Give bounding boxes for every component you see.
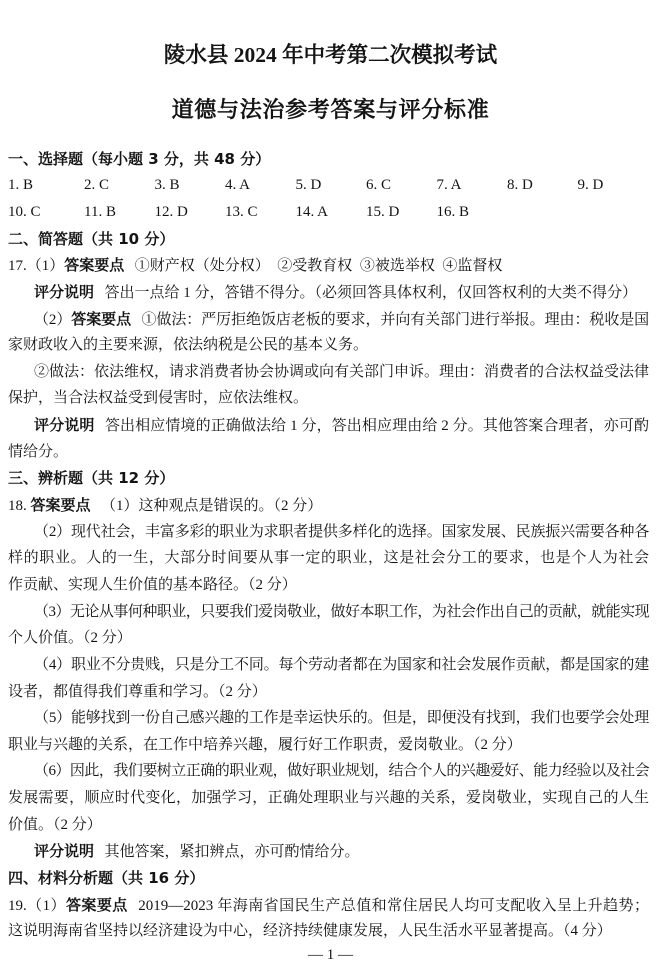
- right-item: ②受教育权: [277, 258, 353, 275]
- answer-text-line: 家财政收入的主要来源，依法纳税是公民的基本义务。: [8, 337, 369, 354]
- choice-answers-row: [8, 172, 649, 199]
- answer-text-line: （2）现代社会，丰富多彩的职业为求职者提供多样化的选择。国家发展、民族振兴需要各种各: [34, 523, 649, 540]
- q18-first-line: [8, 492, 649, 519]
- choice-answer: 10. C: [8, 203, 41, 220]
- q17-part2-scoring-line: [8, 412, 649, 439]
- choice-answer: 3. B: [154, 177, 180, 194]
- choice-answer: 11. B: [84, 203, 116, 220]
- question-number: 18.: [8, 498, 27, 515]
- answer-text-line: （5）能够找到一份自己感兴趣的工作是幸运快乐的。但是，即便没有找到，我们也要学会处理: [34, 710, 649, 727]
- answer-text-line: （4）职业不分贵贱，只是分工不同。每个劳动者都在为国家和社会发展作贡献，都是国家的建: [34, 656, 649, 673]
- choice-answer: 7. A: [436, 177, 462, 194]
- scoring-note-text: 答出相应情境的正确做法给 1 分，答出相应理由给 2 分。其他答案合理者，亦可酌: [104, 418, 649, 435]
- choice-answer: 9. D: [577, 177, 604, 194]
- document-title: 陵水县 2024 年中考第二次模拟考试: [163, 43, 498, 67]
- answer-key-label: 答案要点: [65, 895, 128, 914]
- section-heading-choice: 一、选择题（每小题 3 分，共 48 分）: [8, 149, 271, 168]
- answer-key-label: 答案要点: [71, 309, 132, 328]
- answer-text-line: 职业与兴趣的关系，在工作中培养兴趣，履行好工作职责，爱岗敬业。（2 分）: [8, 736, 522, 753]
- answer-key-label: 答案要点: [30, 496, 91, 515]
- choice-answer: 12. D: [154, 203, 188, 220]
- section-heading-analysis: 三、辨析题（共 12 分）: [8, 469, 175, 488]
- choice-answer: 14. A: [295, 203, 329, 220]
- part-index: （1）: [26, 258, 65, 275]
- answer-text-line: 个人价值。（2 分）: [8, 630, 132, 647]
- right-item: ③被选举权: [359, 258, 435, 275]
- scoring-note-text: 其他答案，紧扣辨点，亦可酌情给分。: [104, 844, 360, 861]
- section-heading-short-answer: 二、简答题（共 10 分）: [8, 229, 175, 248]
- document-body: [8, 146, 649, 945]
- answer-text-line: 作贡献、实现人生价值的基本路径。（2 分）: [8, 576, 297, 593]
- choice-answers-row: [8, 199, 649, 226]
- right-item: ④监督权: [442, 258, 503, 275]
- choice-answer: 8. D: [507, 177, 533, 194]
- answer-text-line: 设者，都值得我们尊重和学习。（2 分）: [8, 683, 267, 700]
- question-number: 17.: [8, 258, 27, 275]
- answer-text: ①做法：严厉拒绝饭店老板的要求，并向有关部门进行举报。理由：税收是国: [141, 311, 649, 328]
- choice-answer: 16. B: [436, 203, 470, 220]
- question-number: 19.: [8, 897, 27, 914]
- choice-answer: 1. B: [8, 177, 34, 194]
- answer-text-line: ②做法：依法维权，请求消费者协会协调或向有关部门申诉。理由：消费者的合法权益受法律: [34, 363, 649, 380]
- answer-text-line: （6）因此，我们要树立正确的职业观，做好职业规划，结合个人的兴趣爱好、能力经验以及社会: [34, 763, 649, 780]
- section-heading-material: 四、材料分析题（共 16 分）: [8, 868, 205, 887]
- choice-answer: 4. A: [225, 177, 251, 194]
- answer-text-line: 保护，当合法权益受到侵害时，应依法维权。: [8, 390, 309, 407]
- answer-text-line: 这说明海南省坚持以经济建设为中心，经济持续健康发展，人民生活水平显著提高。（4 分）: [8, 923, 612, 940]
- part-index: （2）: [34, 311, 72, 328]
- choice-answer: 6. C: [366, 177, 392, 194]
- scoring-note-text-line: 情给分。: [8, 443, 69, 460]
- scoring-note-text: 答出一点给 1 分，答错不得分。（必须回答具体权利，仅回答权利的大类不得分）: [104, 284, 638, 301]
- answer-text-line: 发展需要，顺应时代变化，加强学习，正确处理职业与兴趣的关系，爱岗敬业，实现自己的人生: [8, 790, 649, 807]
- choice-answer: 2. C: [84, 177, 110, 194]
- choice-answer: 15. D: [366, 203, 400, 220]
- scoring-note-label: 评分说明: [34, 842, 95, 861]
- right-item: ①财产权（处分权）: [134, 258, 270, 275]
- answer-text-line: （3）无论从事何种职业，只要我们爱岗敬业，做好本职工作，为社会作出自己的贡献，就能实现: [34, 603, 649, 620]
- answer-text-line: 样的职业。人的一生，大部分时间要从事一定的职业，这是社会分工的要求，也是个人为社会: [8, 550, 649, 567]
- q18-scoring-line: [8, 838, 649, 865]
- choice-answer: 13. C: [225, 203, 258, 220]
- answer-text: 2019—2023 年海南省国民生产总值和常住居民人均可支配收入呈上升趋势；: [138, 897, 649, 914]
- q19-part1-line: [8, 892, 649, 919]
- q17-part1-line: [8, 252, 649, 279]
- q17-part1-scoring-line: [8, 279, 649, 306]
- page-number: — 1 —: [308, 947, 353, 963]
- q17-part2-line: [8, 306, 649, 333]
- answer-text: （1）这种观点是错误的。（2 分）: [101, 498, 323, 515]
- part-index: （1）: [26, 897, 66, 914]
- answer-key-label: 答案要点: [64, 256, 125, 275]
- scoring-note-label: 评分说明: [34, 282, 95, 301]
- scoring-note-label: 评分说明: [34, 416, 95, 435]
- answer-text-line: 价值。（2 分）: [8, 816, 102, 833]
- choice-answer: 5. D: [295, 177, 322, 194]
- document-subtitle: 道德与法治参考答案与评分标准: [171, 98, 490, 123]
